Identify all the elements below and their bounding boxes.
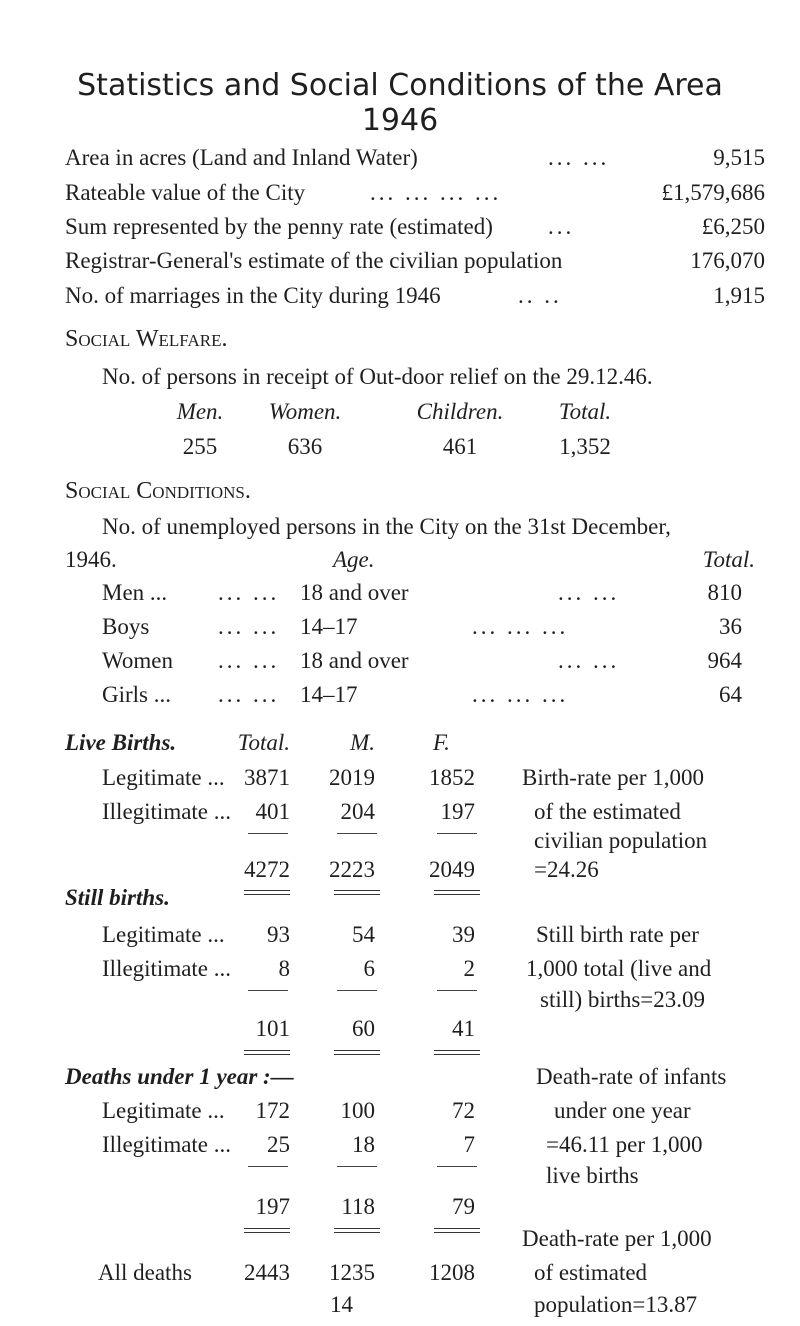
conditions-row-age: 18 and over: [300, 580, 409, 605]
conditions-row-age: 14–17: [300, 682, 358, 707]
row-label: Illegitimate ...: [102, 799, 232, 824]
sum-total: 4272: [244, 857, 290, 882]
welfare-value-men: 255: [182, 434, 218, 459]
live-births-heading: Live Births.: [65, 730, 177, 755]
conditions-header-age: Age.: [333, 547, 375, 572]
note-line: still) births=23.09: [540, 987, 706, 1012]
rule: [437, 833, 477, 834]
cell-m: 18: [352, 1132, 375, 1157]
sum-f: 79: [452, 1194, 475, 1219]
summary-label: Registrar-General's estimate of the civilian population: [65, 248, 563, 273]
conditions-row-total: 964: [707, 648, 742, 673]
summary-value: £1,579,686: [661, 180, 765, 205]
conditions-dots: ... ...: [558, 580, 620, 605]
double-rule: [244, 890, 290, 895]
still-births-heading: Still births.: [65, 885, 170, 910]
conditions-dots: ... ...: [218, 648, 280, 673]
sum-m: 60: [352, 1016, 375, 1041]
page-number: 14: [330, 1292, 353, 1317]
row-label: Illegitimate ...: [102, 1132, 232, 1157]
rule: [248, 833, 288, 834]
section-heading: Social Welfare.: [65, 326, 228, 352]
cell-m: 204: [340, 799, 375, 824]
cell-f: 1208: [429, 1260, 475, 1285]
sum-m: 2223: [329, 857, 375, 882]
rule: [437, 1166, 477, 1167]
conditions-dots: ... ... ...: [472, 682, 569, 707]
row-label: All deaths: [98, 1260, 192, 1285]
summary-label: No. of marriages in the City during 1946: [65, 283, 441, 308]
welfare-header-men: Men.: [176, 399, 224, 424]
col-header-f: F.: [433, 730, 450, 755]
cell-m: 6: [363, 956, 375, 981]
welfare-header-total: Total.: [558, 399, 612, 424]
cell-m: 2019: [329, 765, 375, 790]
note-line: Still birth rate per: [536, 922, 699, 947]
rule: [337, 990, 377, 991]
summary-label: Sum represented by the penny rate (estimated): [65, 214, 493, 239]
conditions-dots: ... ... ...: [472, 614, 569, 639]
summary-value: 1,915: [713, 283, 765, 308]
row-label: Legitimate ...: [102, 922, 225, 947]
double-rule: [434, 890, 480, 895]
summary-dots: .. ..: [518, 283, 562, 308]
conditions-dots: ... ...: [218, 580, 280, 605]
rule: [337, 1166, 377, 1167]
double-rule: [334, 1228, 380, 1233]
section-heading: Social Conditions.: [65, 478, 251, 504]
note-line: live births: [546, 1163, 639, 1188]
row-label: Illegitimate ...: [102, 956, 232, 981]
summary-dots: ... ... ... ...: [370, 180, 502, 205]
conditions-dots: ... ...: [218, 614, 280, 639]
summary-value: £6,250: [701, 214, 765, 239]
infant-deaths-heading: Deaths under 1 year :—: [65, 1064, 294, 1089]
conditions-row-age: 18 and over: [300, 648, 409, 673]
welfare-value-total: 1,352: [559, 434, 611, 459]
col-header-m: M.: [350, 730, 375, 755]
cell-m: 1235: [329, 1260, 375, 1285]
rule: [437, 990, 477, 991]
double-rule: [434, 1228, 480, 1233]
conditions-row-label: Women: [102, 648, 173, 673]
summary-value: 176,070: [690, 248, 765, 273]
cell-f: 197: [440, 799, 475, 824]
note-line: Death-rate of infants: [536, 1064, 727, 1089]
cell-f: 72: [452, 1098, 475, 1123]
summary-label: Area in acres (Land and Inland Water): [65, 145, 418, 170]
note-line: 1,000 total (live and: [526, 956, 712, 981]
conditions-row-label: Girls ...: [102, 682, 171, 707]
double-rule: [244, 1228, 290, 1233]
summary-value: 9,515: [713, 145, 765, 170]
conditions-row-total: 64: [719, 682, 742, 707]
conditions-dots: ... ...: [558, 648, 620, 673]
double-rule: [334, 1050, 380, 1055]
col-header-total: Total.: [237, 730, 290, 755]
note-line: Birth-rate per 1,000: [522, 765, 705, 790]
conditions-statement-year: 1946.: [65, 547, 117, 572]
cell-total: 2443: [244, 1260, 290, 1285]
conditions-header-total: Total.: [702, 547, 755, 572]
page-year: 1946: [361, 103, 439, 138]
cell-total: 401: [255, 799, 290, 824]
welfare-statement: No. of persons in receipt of Out-door relief on the 29.12.46.: [102, 364, 653, 389]
note-line: Death-rate per 1,000: [522, 1226, 712, 1251]
cell-f: 7: [463, 1132, 475, 1157]
cell-f: 1852: [429, 765, 475, 790]
conditions-row-total: 36: [719, 614, 742, 639]
rule: [248, 990, 288, 991]
conditions-row-label: Men ...: [102, 580, 168, 605]
cell-f: 2: [463, 956, 475, 981]
cell-total: 3871: [244, 765, 290, 790]
note-line: under one year: [554, 1098, 691, 1123]
rule: [248, 1166, 288, 1167]
row-label: Legitimate ...: [102, 765, 225, 790]
conditions-row-age: 14–17: [300, 614, 358, 639]
conditions-statement: No. of unemployed persons in the City on the 31st December,: [102, 514, 671, 539]
welfare-value-children: 461: [442, 434, 478, 459]
row-label: Legitimate ...: [102, 1098, 225, 1123]
conditions-row-label: Boys: [102, 614, 150, 639]
note-line: of the estimated: [534, 799, 681, 824]
summary-dots: ...: [548, 214, 575, 239]
cell-m: 54: [352, 922, 375, 947]
cell-m: 100: [340, 1098, 375, 1123]
sum-total: 101: [255, 1016, 290, 1041]
cell-total: 93: [267, 922, 290, 947]
rule: [337, 833, 377, 834]
conditions-row-total: 810: [707, 580, 742, 605]
welfare-value-women: 636: [287, 434, 323, 459]
welfare-header-children: Children.: [416, 399, 504, 424]
note-line: population=13.87: [534, 1292, 698, 1317]
sum-f: 41: [452, 1016, 475, 1041]
sum-f: 2049: [429, 857, 475, 882]
note-line: of estimated: [534, 1260, 648, 1285]
cell-total: 25: [267, 1132, 290, 1157]
sum-total: 197: [255, 1194, 290, 1219]
double-rule: [434, 1050, 480, 1055]
cell-f: 39: [452, 922, 475, 947]
welfare-header-women: Women.: [268, 399, 342, 424]
note-line: =46.11 per 1,000: [546, 1132, 703, 1157]
note-line: civilian population: [534, 828, 708, 853]
page-title: Statistics and Social Conditions of the Area: [77, 68, 723, 103]
double-rule: [244, 1050, 290, 1055]
summary-label: Rateable value of the City: [65, 180, 306, 205]
double-rule: [334, 890, 380, 895]
sum-m: 118: [341, 1194, 375, 1219]
cell-total: 172: [255, 1098, 290, 1123]
summary-dots: ... ...: [548, 145, 610, 170]
note-line: =24.26: [534, 857, 599, 882]
cell-total: 8: [278, 956, 290, 981]
conditions-dots: ... ...: [218, 682, 280, 707]
